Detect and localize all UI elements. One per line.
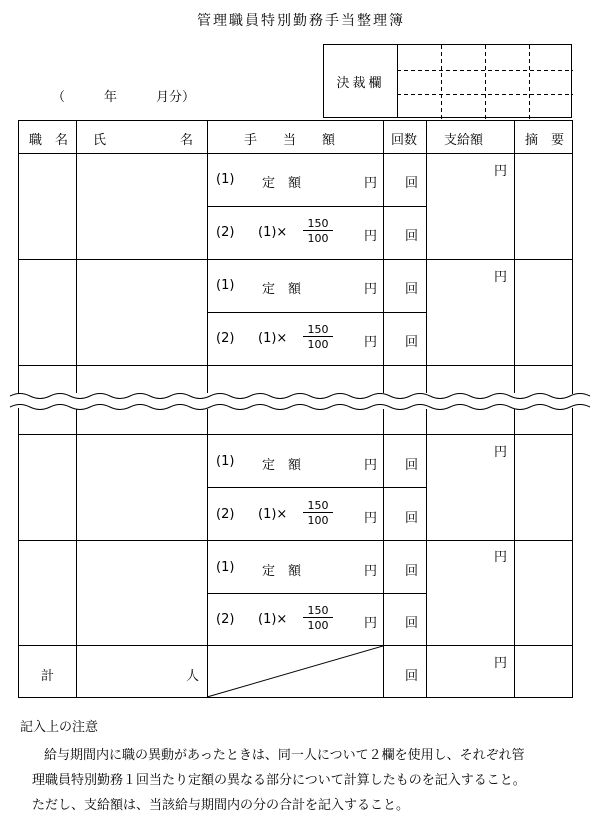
times-unit: 回: [405, 616, 419, 631]
header-name-a: 氏: [93, 133, 107, 148]
header-count: 回数: [391, 133, 418, 148]
page-title: 管理職員特別勤務手当整理簿: [197, 13, 405, 29]
yen-unit: 円: [364, 458, 378, 473]
approval-label: 決裁欄: [324, 45, 398, 117]
fraction-numerator: 150: [303, 500, 333, 513]
notes-line: 理職員特別勤務１回当たり定額の異なる部分について計算したものを記入すること。: [32, 773, 526, 788]
yen-unit: 円: [364, 229, 378, 244]
fixed-prefix: (1): [216, 172, 235, 187]
mult-label: (1)×: [258, 612, 288, 627]
header-name-b: 名: [180, 133, 194, 148]
fraction-numerator: 150: [303, 218, 333, 231]
times-unit: 回: [405, 564, 419, 579]
mult-prefix: (2): [216, 612, 235, 627]
period-field[interactable]: （ 年 月分）: [52, 90, 196, 105]
mult-label: (1)×: [258, 225, 288, 240]
yen-unit: 円: [364, 335, 378, 350]
payment-yen: 円: [494, 270, 508, 285]
payment-yen: 円: [494, 445, 508, 460]
fixed-prefix: (1): [216, 454, 235, 469]
header-remarks: 摘 要: [525, 133, 565, 148]
fraction-denominator: 100: [307, 514, 329, 527]
fixed-prefix: (1): [216, 560, 235, 575]
fraction-denominator: 100: [307, 619, 329, 632]
yen-unit: 円: [364, 511, 378, 526]
fraction-denominator: 100: [307, 232, 329, 245]
total-persons-unit: 人: [186, 669, 200, 684]
total-label: 計: [41, 669, 55, 684]
mult-label: (1)×: [258, 331, 288, 346]
header-allowance: 手 当 額: [244, 133, 336, 148]
mult-prefix: (2): [216, 507, 235, 522]
fixed-label: 定 額: [262, 176, 302, 191]
header-position: 職 名: [29, 133, 69, 148]
mult-prefix: (2): [216, 225, 235, 240]
yen-unit: 円: [364, 564, 378, 579]
total-times-unit: 回: [405, 669, 419, 684]
times-unit: 回: [405, 229, 419, 244]
mult-prefix: (2): [216, 331, 235, 346]
payment-yen: 円: [494, 164, 508, 179]
times-unit: 回: [405, 176, 419, 191]
times-unit: 回: [405, 458, 419, 473]
fixed-label: 定 額: [262, 282, 302, 297]
fixed-label: 定 額: [262, 564, 302, 579]
yen-unit: 円: [364, 176, 378, 191]
fraction-numerator: 150: [303, 324, 333, 337]
header-payment: 支給額: [444, 133, 484, 148]
fraction-denominator: 100: [307, 338, 329, 351]
yen-unit: 円: [364, 282, 378, 297]
times-unit: 回: [405, 282, 419, 297]
times-unit: 回: [405, 335, 419, 350]
notes-line: ただし、支給額は、当該給与期間内の分の合計を記入すること。: [32, 798, 410, 813]
notes-line: 給与期間内に職の異動があったときは、同一人について２欄を使用し、それぞれ管: [44, 748, 525, 763]
payment-yen: 円: [494, 550, 508, 565]
mult-label: (1)×: [258, 507, 288, 522]
fraction-numerator: 150: [303, 605, 333, 618]
total-payment-yen: 円: [494, 656, 508, 671]
times-unit: 回: [405, 511, 419, 526]
fixed-prefix: (1): [216, 278, 235, 293]
notes-heading: 記入上の注意: [20, 720, 99, 735]
fixed-label: 定 額: [262, 458, 302, 473]
yen-unit: 円: [364, 616, 378, 631]
